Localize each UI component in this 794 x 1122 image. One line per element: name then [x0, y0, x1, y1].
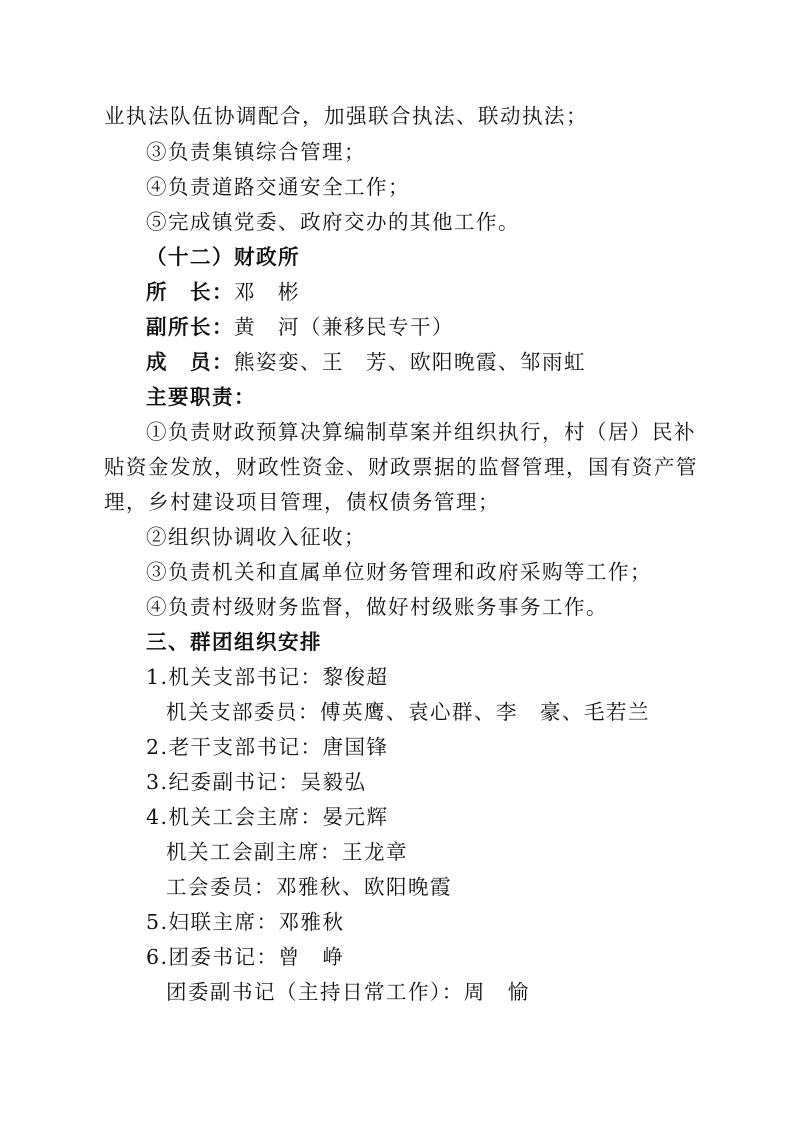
duty-3: ③负责机关和直属单位财务管理和政府采购等工作； — [146, 560, 652, 584]
deputy-row — [146, 313, 454, 341]
org-line: 4.机关工会主席：晏元辉 — [146, 805, 389, 829]
org-line: 机关支部委员：傅英鹰、袁心群、李 豪、毛若兰 — [166, 700, 650, 724]
deputy-name: 黄 河（兼移民专干） — [234, 315, 454, 339]
duty-2: ②组织协调收入征收； — [146, 525, 366, 549]
duty-1-line-2: 贴资金发放，财政性资金、财政票据的监督管理，国有资产管 — [104, 455, 698, 479]
list-item: ③负责集镇综合管理； — [146, 140, 366, 164]
paragraph-continuation: 业执法队伍协调配合，加强联合执法、联动执法； — [104, 104, 588, 128]
org-line: 1.机关支部书记：黎俊超 — [146, 665, 389, 689]
director-name: 邓 彬 — [234, 280, 300, 304]
list-item: ⑤完成镇党委、政府交办的其他工作。 — [146, 210, 520, 234]
org-line: 工会委员：邓雅秋、欧阳晚霞 — [166, 875, 452, 899]
org-line: 3.纪委副书记：吴毅弘 — [146, 770, 367, 794]
org-line: 团委副书记（主持日常工作）：周 愉 — [166, 980, 530, 1004]
list-item: ④负责道路交通安全工作； — [146, 175, 410, 199]
members-label: 成 员： — [146, 350, 234, 374]
deputy-label: 副所长： — [146, 315, 234, 339]
section-heading-3: 三、群团组织安排 — [146, 630, 322, 654]
members-row — [146, 348, 586, 376]
director-row — [146, 278, 300, 306]
duty-4: ④负责村级财务监督，做好村级账务事务工作。 — [146, 595, 608, 619]
members-names: 熊姿娈、王 芳、欧阳晚霞、邹雨虹 — [234, 350, 586, 374]
duties-heading: 主要职责： — [146, 385, 256, 409]
duty-1-line-3: 理，乡村建设项目管理，债权债务管理； — [104, 490, 500, 514]
director-label: 所 长： — [146, 280, 234, 304]
org-line: 机关工会副主席：王龙章 — [166, 840, 408, 864]
duty-1-line-1: ①负责财政预算决算编制草案并组织执行，村（居）民补 — [146, 420, 696, 444]
org-line: 5.妇联主席：邓雅秋 — [146, 910, 345, 934]
org-line: 6.团委书记：曾 峥 — [146, 945, 345, 969]
section-heading: （十二）财政所 — [146, 245, 300, 269]
org-line: 2.老干支部书记：唐国锋 — [146, 735, 389, 759]
